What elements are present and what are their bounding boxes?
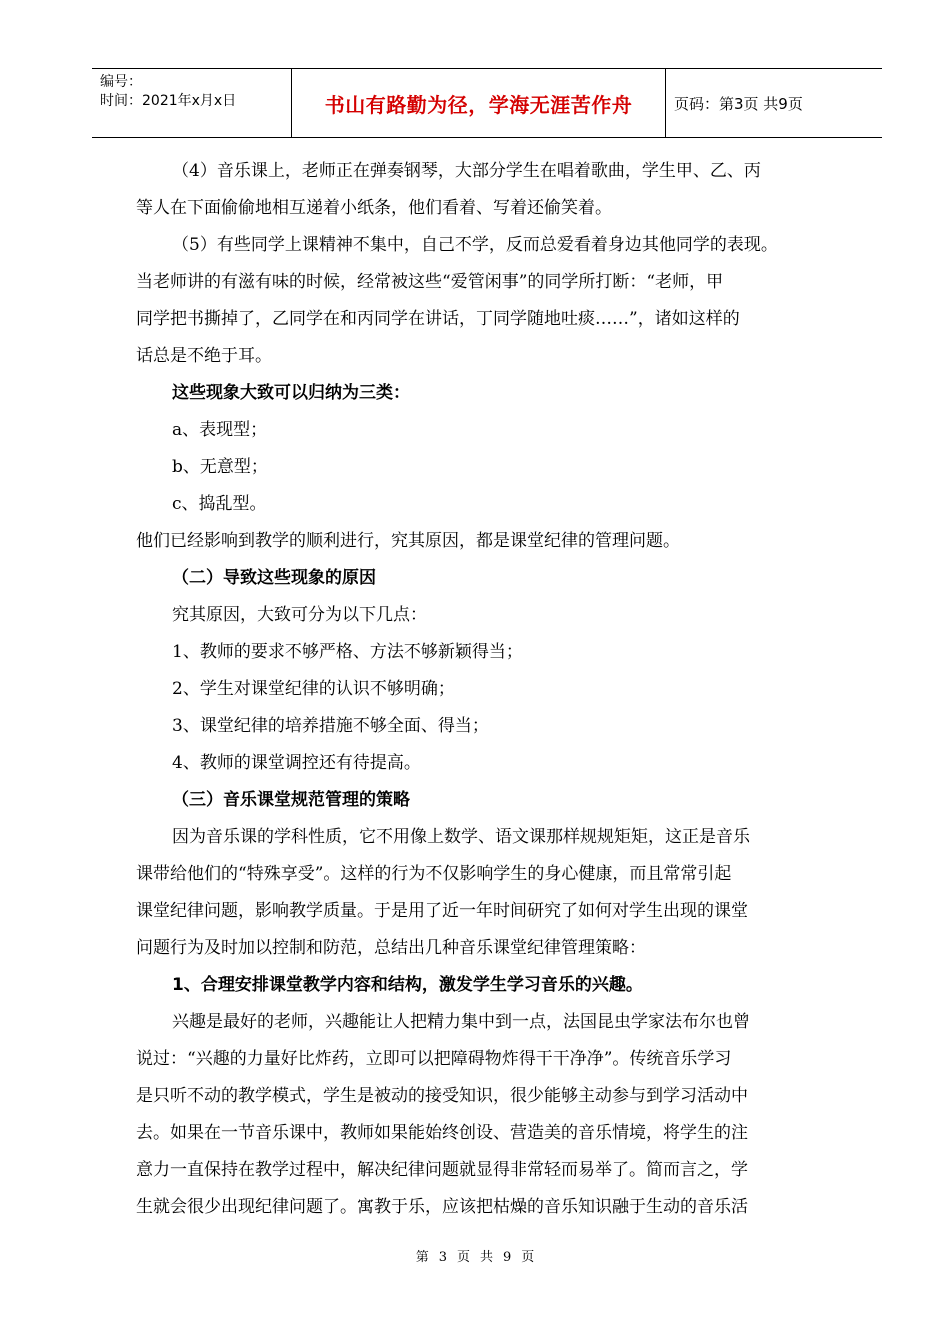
footer-label-b: 页 [456,1250,470,1265]
text-line: 1、合理安排课堂教学内容和结构，激发学生学习音乐的兴趣。 [172,975,643,995]
header-motto-cell [292,69,666,137]
text-line: 问题行为及时加以控制和防范，总结出几种音乐课堂纪律管理策略： [136,938,646,958]
paragraph [136,819,848,967]
text-line: （三）音乐课堂规范管理的策略 [172,790,410,810]
text-line: 意力一直保持在教学过程中，解决纪律问题就显得非常轻而易举了。简而言之，学 [136,1160,748,1180]
text-line: a、表现型； [172,420,268,440]
paragraph [136,597,848,634]
page-header [92,68,882,138]
text-line: 等人在下面偷偷地相互递着小纸条，他们看着、写着还偷笑着。 [136,198,612,218]
footer-current-page: 3 [438,1250,447,1265]
paragraph [136,782,848,819]
paragraph [136,523,848,560]
paragraph [136,375,848,412]
number-label: 编号： [100,74,142,90]
paragraph [136,412,848,449]
text-line: 话总是不绝于耳。 [136,346,272,366]
paragraph [136,967,848,1004]
text-line: 去。如果在一节音乐课中，教师如果能始终创设、营造美的音乐情境，将学生的注 [136,1123,748,1143]
motto: 书山有路勤为径，学海无涯苦作舟 [324,92,633,117]
text-line: 是只听不动的教学模式，学生是被动的接受知识，很少能够主动参与到学习活动中 [136,1086,748,1106]
text-line: 1、教师的要求不够严格、方法不够新颖得当； [172,642,523,662]
header-page-cell [666,69,882,137]
paragraph [136,745,848,782]
header-meta [92,69,292,137]
document-body [136,153,848,1226]
paragraph [136,634,848,671]
text-line: 兴趣是最好的老师，兴趣能让人把精力集中到一点，法国昆虫学家法布尔也曾 [172,1012,750,1032]
paragraph [136,227,848,375]
text-line: 因为音乐课的学科性质，它不用像上数学、语文课那样规规矩矩，这正是音乐 [172,827,750,847]
paragraph [136,153,848,227]
text-line: 究其原因，大致可分为以下几点： [172,605,427,625]
page-footer [0,1246,950,1265]
paragraph [136,1004,848,1226]
footer-total-pages: 9 [503,1250,512,1265]
text-line: b、无意型； [172,457,268,477]
text-line: 生就会很少出现纪律问题了。寓教于乐，应该把枯燥的音乐知识融于生动的音乐活 [136,1197,748,1217]
paragraph [136,708,848,745]
page-label: 页码：第3页 共9页 [674,94,803,113]
text-line: 当老师讲的有滋有味的时候，经常被这些“爱管闲事”的同学所打断：“老师，甲 [136,272,724,292]
paragraph [136,560,848,597]
text-line: 4、教师的课堂调控还有待提高。 [172,753,421,773]
text-line: 说过：“兴趣的力量好比炸药，立即可以把障碍物炸得干干净净”。传统音乐学习 [136,1049,732,1069]
text-line: （4）音乐课上，老师正在弹奏钢琴，大部分学生在唱着歌曲，学生甲、乙、丙 [172,161,761,181]
paragraph [136,449,848,486]
text-line: 3、课堂纪律的培养措施不够全面、得当； [172,716,489,736]
text-line: 这些现象大致可以归纳为三类： [172,383,410,403]
text-line: 他们已经影响到教学的顺利进行，究其原因，都是课堂纪律的管理问题。 [136,531,680,551]
text-line: （二）导致这些现象的原因 [172,568,376,588]
time-label: 时间：2021年x月x日 [100,93,237,109]
text-line: （5）有些同学上课精神不集中，自己不学，反而总爱看着身边其他同学的表现。 [172,235,778,255]
footer-label-d: 页 [521,1250,535,1265]
text-line: 课带给他们的“特殊享受”。这样的行为不仅影响学生的身心健康，而且常常引起 [136,864,732,884]
paragraph [136,486,848,523]
footer-label-a: 第 [415,1250,429,1265]
footer-label-c: 共 [480,1250,494,1265]
text-line: c、捣乱型。 [172,494,267,514]
text-line: 课堂纪律问题，影响教学质量。于是用了近一年时间研究了如何对学生出现的课堂 [136,901,748,921]
text-line: 2、学生对课堂纪律的认识不够明确； [172,679,455,699]
paragraph [136,671,848,708]
text-line: 同学把书撕掉了，乙同学在和丙同学在讲话，丁同学随地吐痰……”，诸如这样的 [136,309,740,329]
